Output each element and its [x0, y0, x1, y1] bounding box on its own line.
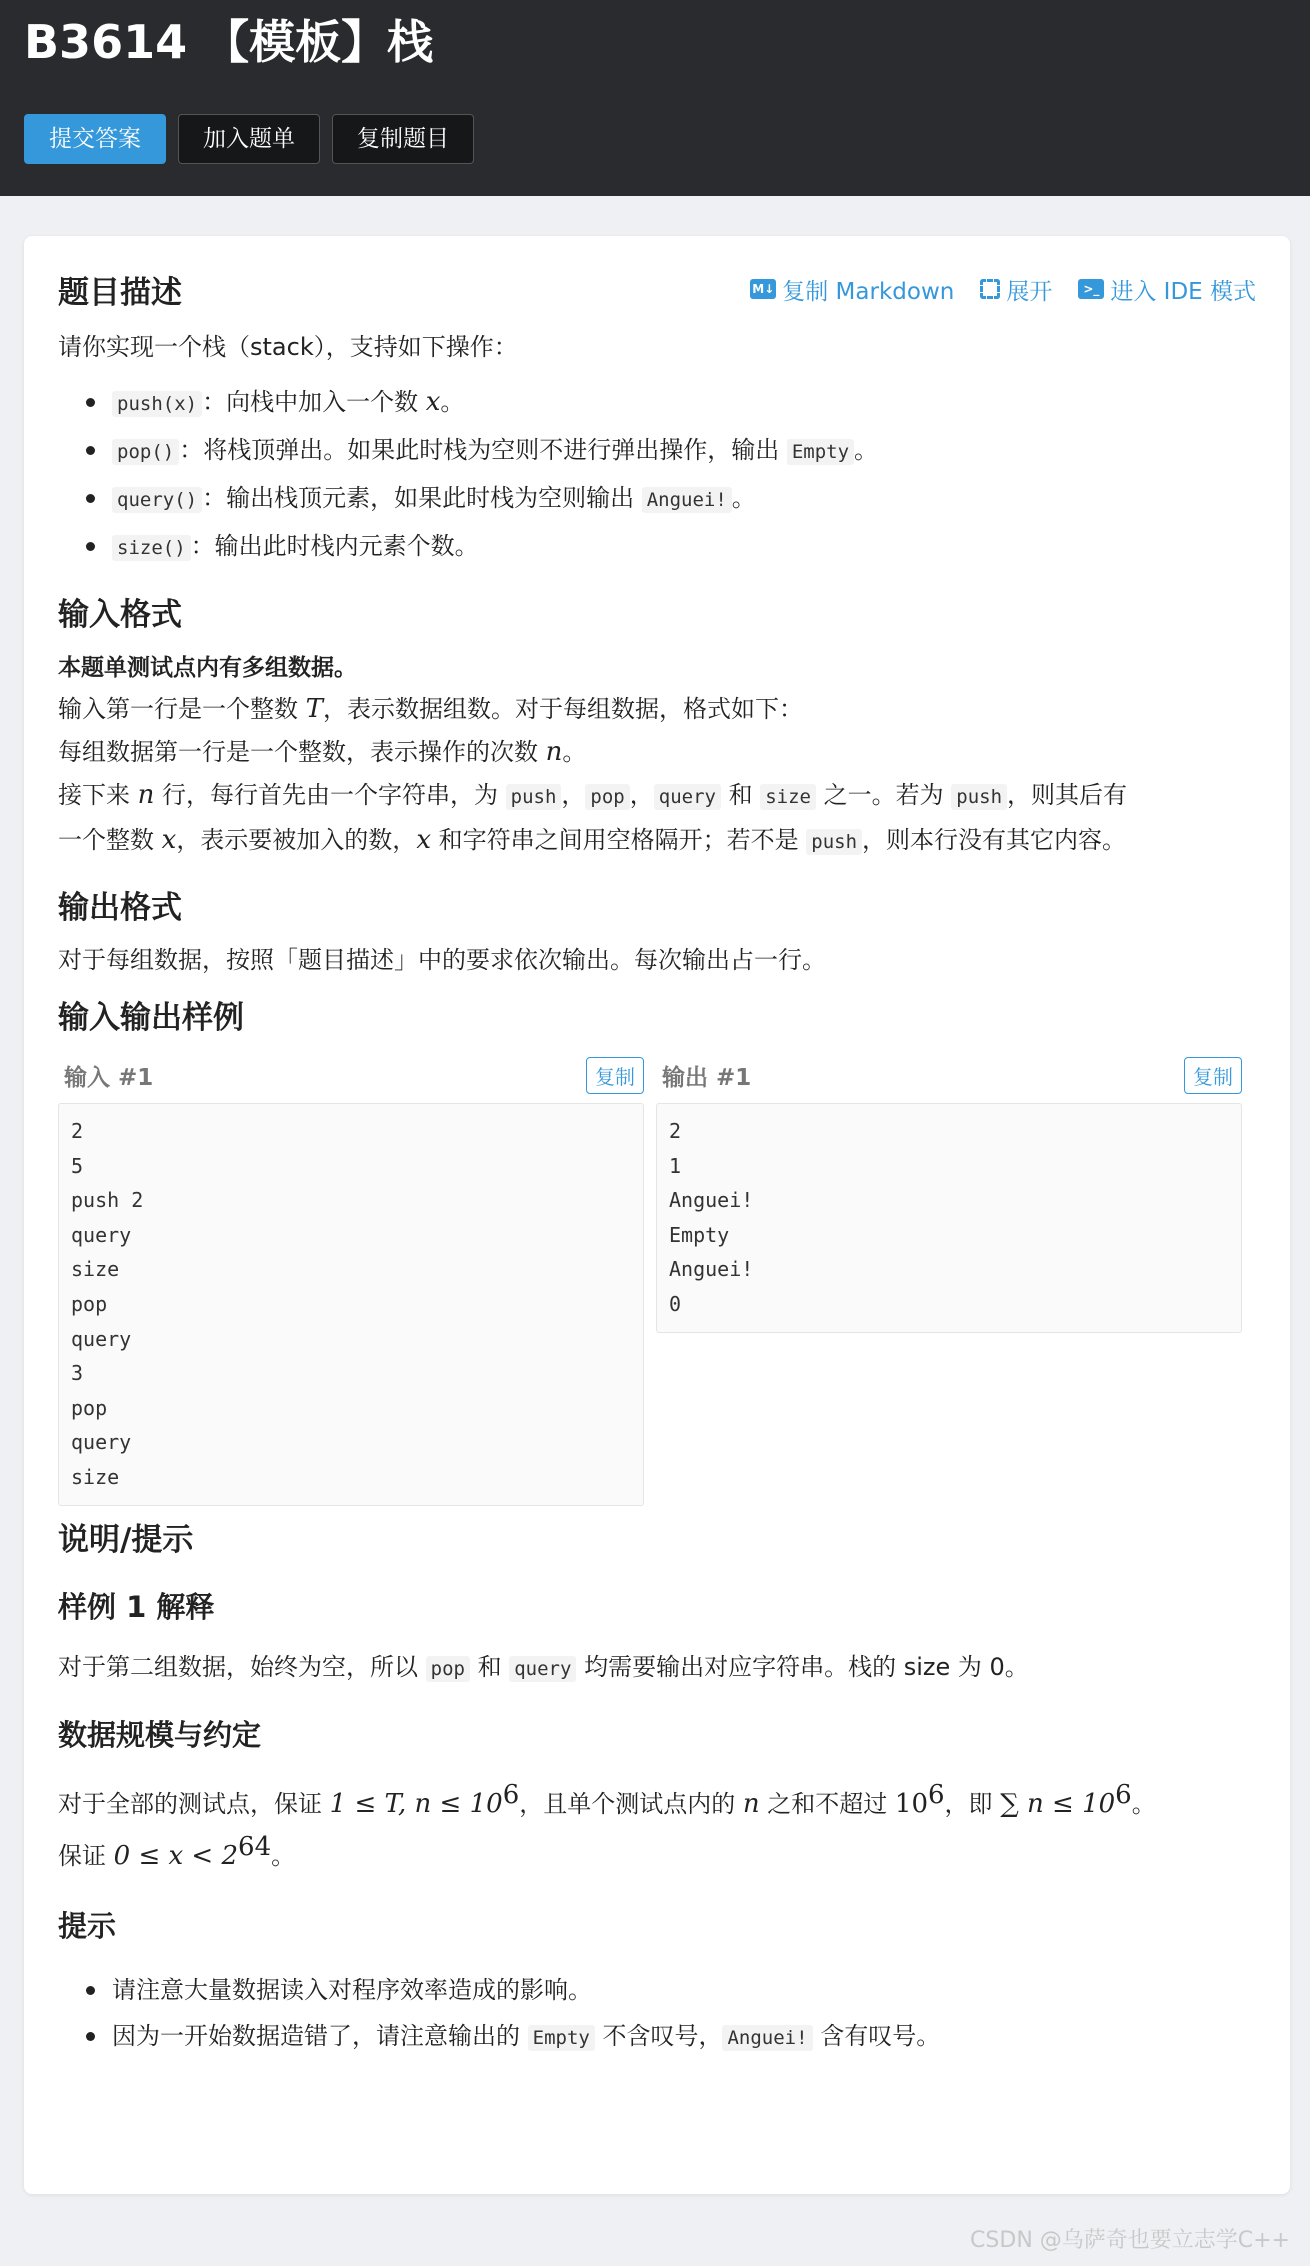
- submit-button[interactable]: 提交答案: [24, 114, 166, 164]
- expand-icon: [980, 279, 1000, 299]
- data-scale-heading: 数据规模与约定: [58, 1717, 262, 1752]
- description-heading: 题目描述: [58, 274, 182, 311]
- list-item: size() ：输出此时栈内元素个数。: [86, 523, 1256, 571]
- tips-list: [86, 1967, 1256, 2061]
- sample-output: [656, 1053, 1242, 1506]
- input-format-heading: 输入格式: [58, 597, 182, 633]
- toolbar: [750, 273, 1256, 306]
- sample-input-label: 输入 #1: [64, 1064, 154, 1091]
- copy-output-button[interactable]: 复制: [1184, 1057, 1242, 1094]
- problem-card: [24, 236, 1290, 2194]
- copy-markdown-button[interactable]: M↓ 复制 Markdown: [752, 278, 955, 305]
- ide-mode-button[interactable]: >_ 进入 IDE 模式: [1078, 273, 1256, 306]
- tips-heading: 提示: [58, 1908, 117, 1943]
- list-item: pop() ：将栈顶弹出。如果此时栈为空则不进行弹出操作，输出 Empty 。: [86, 427, 1256, 475]
- header-actions: [24, 114, 474, 164]
- problem-title: B3614 【模板】栈: [24, 15, 434, 69]
- watermark: CSDN @乌萨奇也要立志学C++: [970, 2228, 1290, 2253]
- list-item: push(x) ：向栈中加入一个数 x。: [86, 379, 1256, 427]
- list-item: 因为一开始数据造错了，请注意输出的 Empty 不含叹号， Anguei! 含有叹号。: [86, 2013, 1256, 2061]
- list-item: query() ：输出栈顶元素，如果此时栈为空则输出 Anguei! 。: [86, 475, 1256, 523]
- samples: [58, 1053, 1256, 1506]
- sample-input: [58, 1053, 644, 1506]
- copy-problem-button[interactable]: 复制题目: [332, 114, 474, 164]
- list-item: 请注意大量数据读入对程序效率造成的影响。: [86, 1967, 1256, 2013]
- samples-heading: 输入输出样例: [58, 1000, 244, 1036]
- copy-input-button[interactable]: 复制: [586, 1057, 644, 1094]
- output-format-heading: 输出格式: [58, 890, 182, 926]
- terminal-icon: >_: [1078, 279, 1104, 299]
- hint-heading: 说明/提示: [58, 1521, 194, 1558]
- description-intro: 请你实现一个栈（stack），支持如下操作：: [58, 333, 518, 361]
- expand-button[interactable]: 展开: [980, 273, 1052, 306]
- sample-input-content[interactable]: 2 5 push 2 query size pop query 3 pop query size: [58, 1103, 644, 1506]
- sample-explanation: 对于第二组数据，始终为空，所以 pop 和 query 均需要输出对应字符串。栈的 size 为 0。: [58, 1652, 1029, 1681]
- operation-list: [86, 379, 1256, 571]
- add-to-list-button[interactable]: 加入题单: [178, 114, 320, 164]
- data-scale-body: 对于全部的测试点，保证 1 ≤ T, $n \le 10^6$，且单个测试点内的 n 之和不超过 $10^6$，即 ∑ $n \le 10^6$。 保证 $0 \le x < 2^{64}$。: [58, 1779, 1156, 1871]
- input-format-body: 本题单测试点内有多组数据。 输入第一行是一个整数 T，表示数据组数。对于每组数据，格式如下： 每组数据第一行是一个整数，表示操作的次数 n。 接下来 n 行，每行首先由一个字符串，为 push ， pop ， query 和 size 之一。若为 push ，则其后有 一个整数 x，表示要被加入的数，x 和字符串之间用空格隔开；若不是 push ，则本行没有其它内容。: [58, 655, 1128, 855]
- markdown-icon: M↓: [750, 279, 776, 299]
- page-header: [0, 0, 1310, 196]
- output-format-body: 对于每组数据，按照「题目描述」中的要求依次输出。每次输出占一行。: [58, 946, 826, 974]
- sample-output-label: 输出 #1: [662, 1064, 752, 1091]
- sample-explanation-heading: 样例 1 解释: [58, 1589, 215, 1624]
- sample-output-content[interactable]: 2 1 Anguei! Empty Anguei! 0: [656, 1103, 1242, 1333]
